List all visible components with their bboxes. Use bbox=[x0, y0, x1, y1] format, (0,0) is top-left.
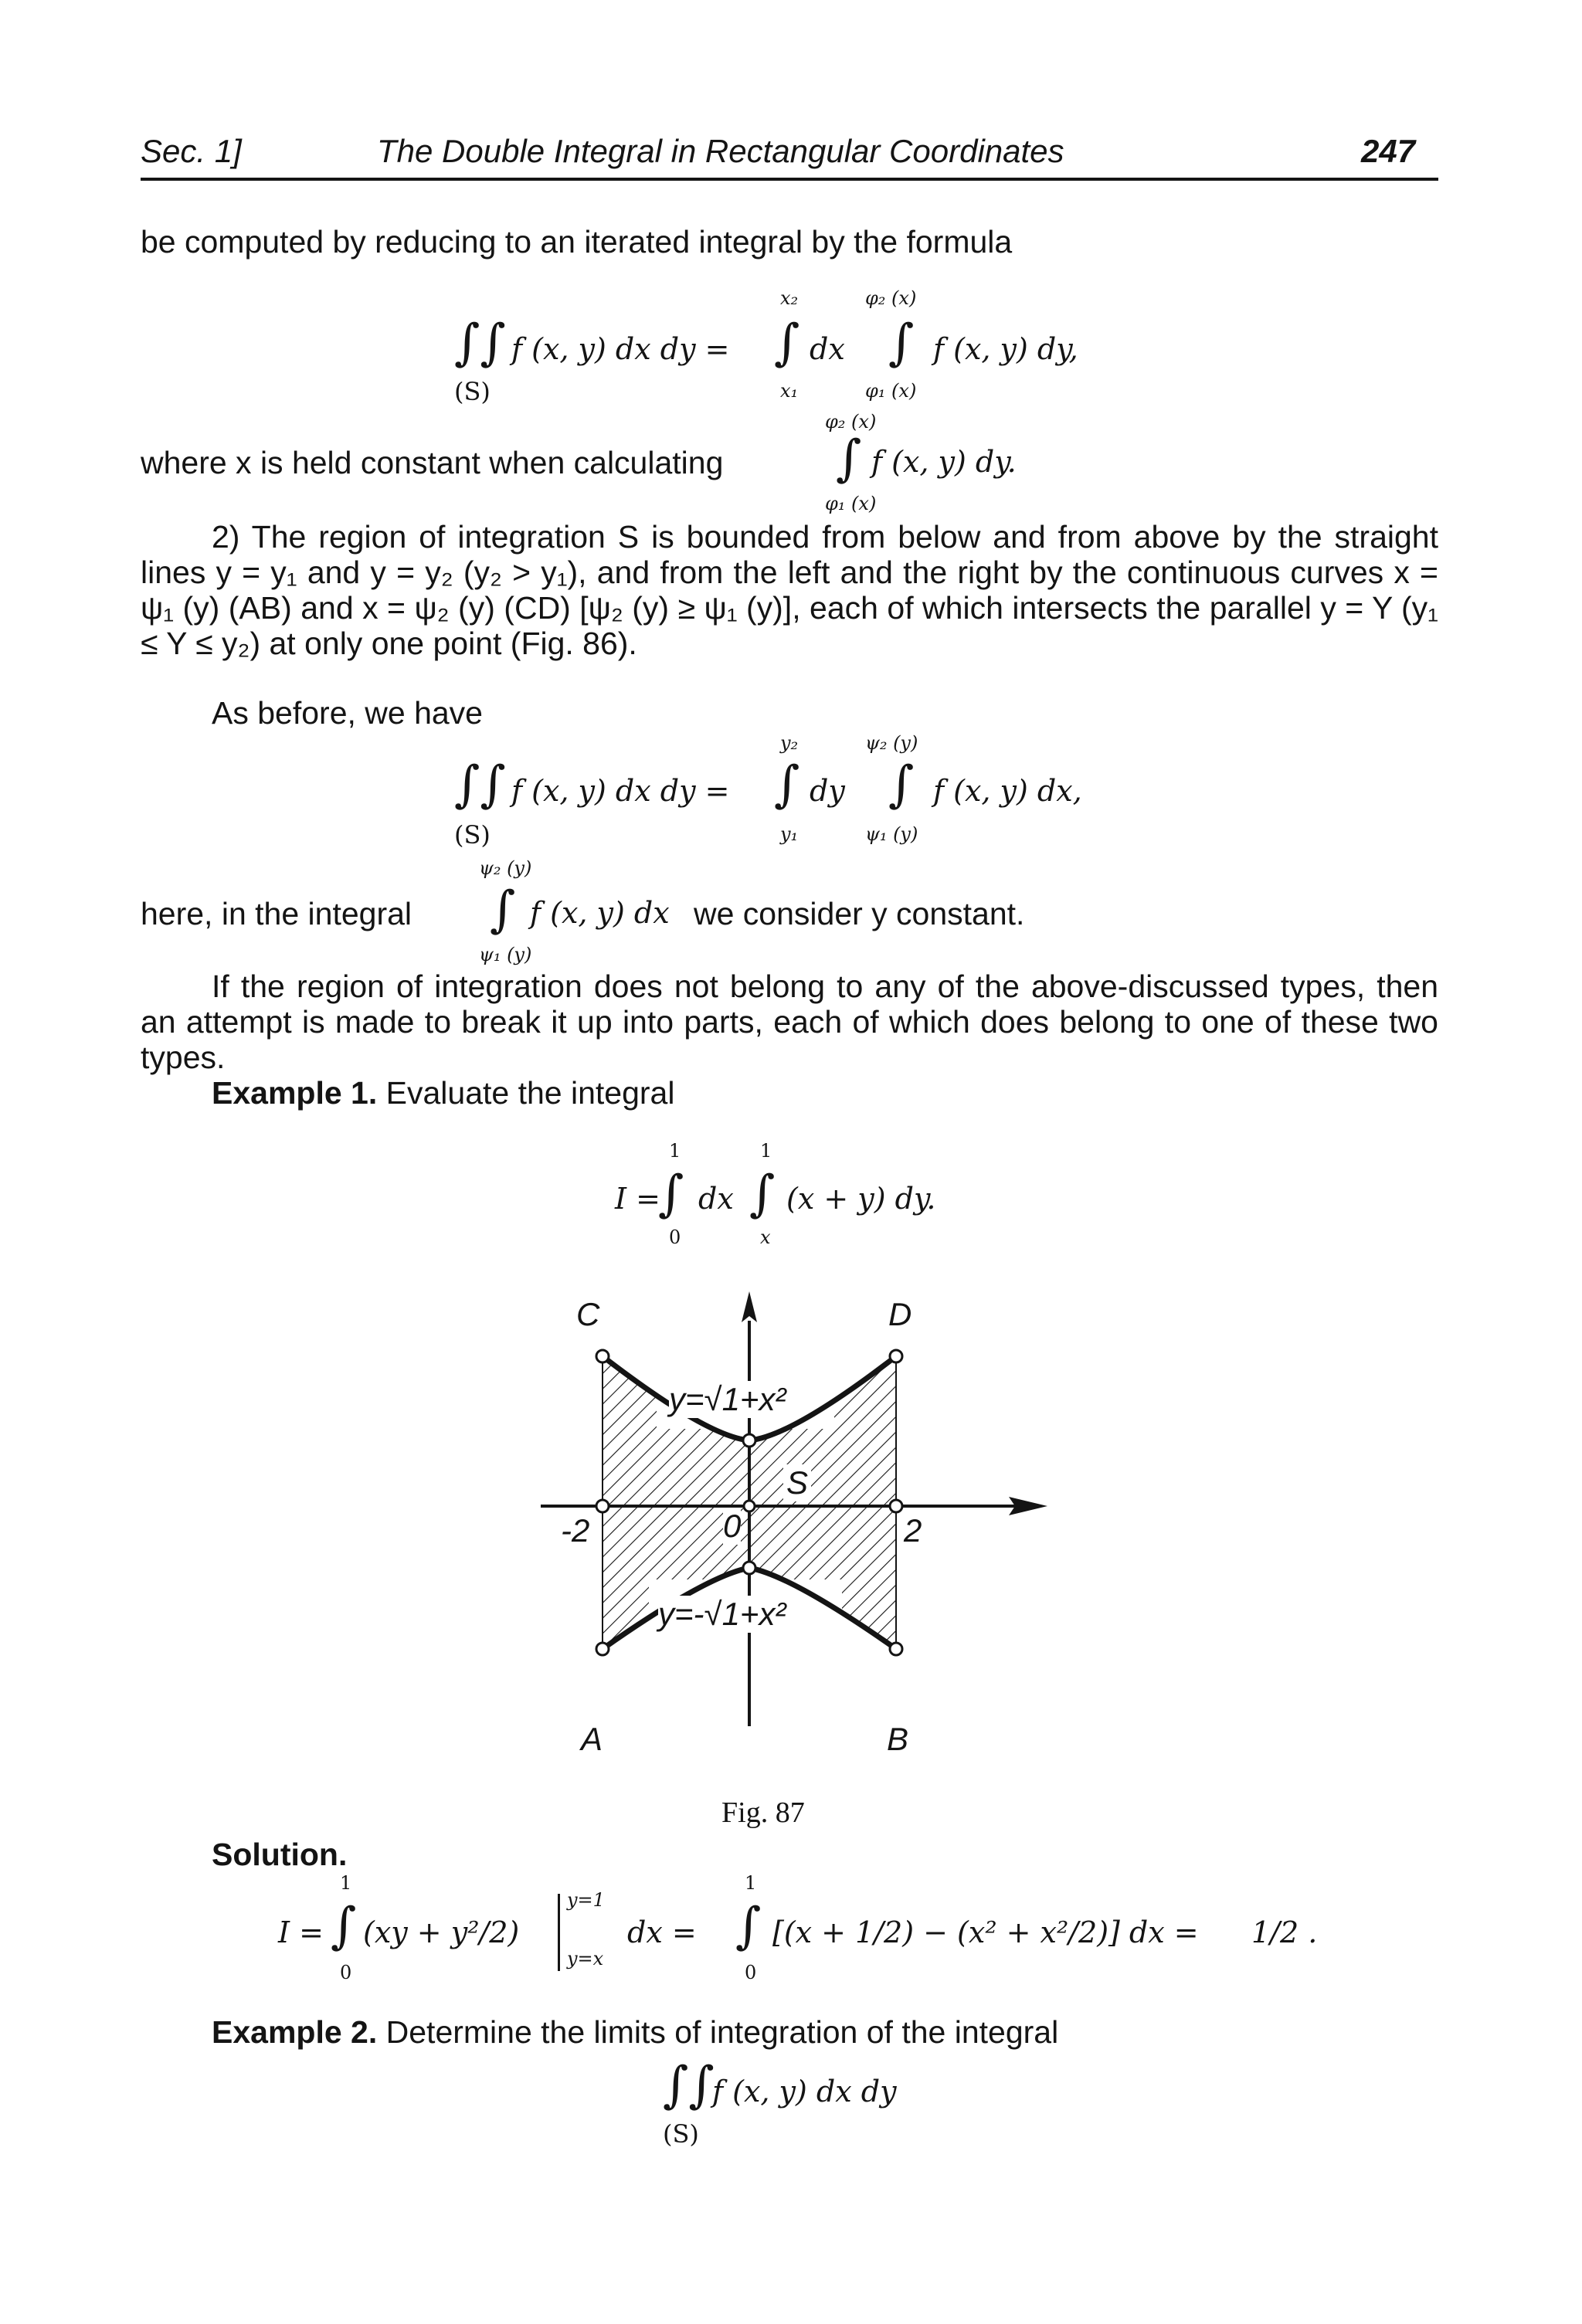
double-integral-sign: ∫∫ bbox=[663, 2057, 715, 2114]
point-neg2 bbox=[596, 1500, 609, 1512]
integral-sign: ∫ bbox=[888, 314, 915, 372]
inner-upper-limit: 1 bbox=[760, 1140, 772, 1162]
inner-integrand: f (x, y) dx, bbox=[933, 774, 1082, 808]
outer-differential: dy bbox=[810, 774, 845, 808]
lower-limit: ψ₁ (y) bbox=[479, 944, 532, 965]
outer-upper-limit: 1 bbox=[669, 1140, 681, 1162]
where-text: where x is held constant when calculating bbox=[141, 445, 724, 480]
paragraph-region-type-2: 2) The region of integration S is bounded from below and from above by the straight lines y = y₁ and y = y₂ (y₂ > y₁), and from the left and the right by the continuous curves x = ψ₁ (y) (AB) and x = ψ₂ (y) (CD) [ψ₂ (y) ≥ ψ₁ (y)], each of which intersects the parallel y = Y (y₁ ≤ Y ≤ y₂) at only one point (Fig. 86). bbox=[141, 519, 1438, 661]
outer-differential: dx bbox=[698, 1182, 734, 1216]
here-integrand: f (x, y) dx bbox=[530, 896, 670, 930]
integral-sign: ∫ bbox=[490, 881, 516, 938]
point-D bbox=[890, 1350, 902, 1362]
upper-limit: 1 bbox=[745, 1872, 757, 1894]
point-origin bbox=[744, 1501, 755, 1511]
substitution-upper: y=1 bbox=[567, 1889, 605, 1911]
label-origin: 0 bbox=[723, 1508, 742, 1544]
solution-dx: dx = bbox=[627, 1915, 697, 1949]
upper-limit: φ₂ (x) bbox=[825, 411, 877, 433]
double-integral-sign: ∫∫ bbox=[454, 314, 506, 372]
label-neg2: -2 bbox=[561, 1512, 590, 1549]
label-2: 2 bbox=[904, 1512, 922, 1549]
outer-lower-limit: x₁ bbox=[780, 380, 799, 402]
integral-sign: ∫ bbox=[774, 756, 800, 813]
paragraph-other-regions: If the region of integration does not belong to any of the above-discussed types, then an attempt is made to break it up into parts, each of which does belong to one of these two types. bbox=[141, 969, 1438, 1075]
formula-integrand: (x + y) dy. bbox=[786, 1182, 936, 1216]
label-curve-top: y=√1+x² bbox=[669, 1381, 786, 1417]
section-label: Sec. 1] bbox=[141, 133, 242, 169]
upper-limit: ψ₂ (y) bbox=[479, 857, 532, 879]
here-after-text: we consider y constant. bbox=[694, 896, 1025, 931]
formula-integrand: f (x, y) dx dy = bbox=[511, 332, 730, 366]
evaluation-bar bbox=[558, 1894, 560, 1971]
outer-lower-limit: 0 bbox=[669, 1226, 681, 1248]
point-2 bbox=[890, 1500, 902, 1512]
point-bottom-vertex bbox=[743, 1562, 755, 1574]
lower-limit: 0 bbox=[745, 1962, 757, 1983]
inner-upper-limit: ψ₂ (y) bbox=[865, 732, 918, 754]
lower-limit: 0 bbox=[340, 1962, 352, 1983]
solution-label: Solution. bbox=[212, 1837, 348, 1872]
inner-lower-limit: φ₁ (x) bbox=[865, 380, 917, 402]
integral-sign: ∫ bbox=[735, 1898, 762, 1955]
inner-lower-limit: ψ₁ (y) bbox=[865, 823, 918, 845]
solution-part-2: [(x + 1/2) − (x² + x²/2)] dx = bbox=[772, 1915, 1199, 1949]
point-C bbox=[596, 1350, 609, 1362]
integral-sign: ∫ bbox=[658, 1165, 684, 1223]
integral-sign: ∫ bbox=[331, 1898, 357, 1955]
region-label: (S) bbox=[454, 377, 491, 406]
label-B: B bbox=[887, 1721, 909, 1757]
region-label: (S) bbox=[454, 820, 491, 850]
example-2-text: Determine the limits of integration of the integral bbox=[385, 2014, 1059, 2050]
y-axis-arrow bbox=[742, 1291, 757, 1322]
formula-integrand: f (x, y) dx dy bbox=[712, 2075, 897, 2109]
example-1-text: Evaluate the integral bbox=[385, 1075, 675, 1111]
point-top-vertex bbox=[743, 1434, 755, 1447]
figure-caption: Fig. 87 bbox=[721, 1796, 805, 1829]
lower-limit: φ₁ (x) bbox=[825, 493, 877, 514]
formula-integrand: f (x, y) dx dy = bbox=[511, 774, 730, 808]
region-label: (S) bbox=[663, 2119, 699, 2149]
here-text: here, in the integral bbox=[141, 896, 412, 931]
integral-sign: ∫ bbox=[749, 1165, 776, 1223]
solution-result: 1/2 . bbox=[1251, 1915, 1318, 1949]
upper-limit: 1 bbox=[340, 1872, 352, 1894]
inner-integrand: f (x, y) dy, bbox=[933, 332, 1078, 366]
formula-lhs: I = bbox=[615, 1182, 660, 1216]
substitution-lower: y=x bbox=[567, 1948, 604, 1969]
example-2-label: Example 2. bbox=[212, 2014, 378, 2050]
label-A: A bbox=[581, 1721, 603, 1757]
as-before-text: As before, we have bbox=[212, 695, 483, 731]
page-title: The Double Integral in Rectangular Coordinates bbox=[377, 133, 1064, 169]
page-number: 247 bbox=[1361, 133, 1416, 169]
integral-sign: ∫ bbox=[836, 430, 862, 487]
integral-sign: ∫ bbox=[888, 756, 915, 813]
inner-upper-limit: φ₂ (x) bbox=[865, 287, 917, 309]
region-diagram bbox=[525, 1282, 1066, 1776]
point-A bbox=[596, 1643, 609, 1655]
solution-part-1: (xy + y²/2) bbox=[363, 1915, 520, 1949]
label-D: D bbox=[888, 1296, 912, 1332]
header-rule bbox=[141, 178, 1438, 181]
example-2-line bbox=[212, 2014, 1058, 2051]
double-integral-sign: ∫∫ bbox=[454, 756, 506, 813]
outer-upper-limit: y₂ bbox=[780, 732, 799, 754]
outer-upper-limit: x₂ bbox=[780, 287, 799, 309]
outer-lower-limit: y₁ bbox=[780, 823, 799, 845]
label-curve-bottom: y=-√1+x² bbox=[658, 1596, 786, 1632]
where-integrand: f (x, y) dy. bbox=[871, 445, 1017, 479]
formula-lhs: I = bbox=[278, 1915, 324, 1949]
label-C: C bbox=[576, 1296, 600, 1332]
label-S: S bbox=[783, 1464, 811, 1501]
outer-differential: dx bbox=[810, 332, 845, 366]
intro-line: be computed by reducing to an iterated integral by the formula bbox=[141, 224, 1013, 260]
figure-87 bbox=[525, 1282, 1066, 1776]
integral-sign: ∫ bbox=[774, 314, 800, 372]
inner-lower-limit: x bbox=[760, 1226, 771, 1248]
example-1-line bbox=[212, 1075, 674, 1111]
point-B bbox=[890, 1643, 902, 1655]
example-1-label: Example 1. bbox=[212, 1075, 378, 1111]
